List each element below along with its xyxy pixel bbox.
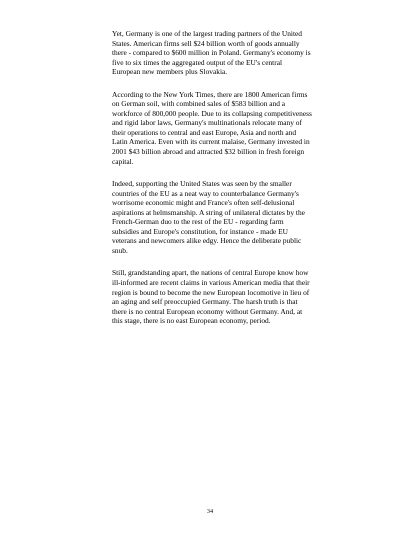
paragraph-american-firms: According to the New York Times, there are 1800 American firms on German soil, with combined sales of $583 billion and a workforce of 800,000 people. Due to its collapsing competitiveness and rigid labor laws, Germany's multinationals relocate many of their operations to central and east Europe, Asia and north and Latin America. Even with its current malaise, Germany invested in 2001 $43 billion abroad and attracted $32 billion in fresh foreign capital. xyxy=(112,89,312,166)
paragraph-counterbalance: Indeed, supporting the United States was seen by the smaller countries of the EU as a neat way to counterbalance Germany's worrisome economic might and France's often self-delusional aspirations at helmsmanship. A string of unilateral dictates by the French-German duo to the rest of the EU - regarding farm subsidies and Europe's constitution, for instance - made EU veterans and newcomers alike edgy. Hence the deliberate public snub. xyxy=(112,179,305,255)
paragraph-trading-partners: Yet, Germany is one of the largest trading partners of the United States. American firms sell $24 billion worth of goods annually there - compared to $600 million in Poland. Germany's economy is five to six times the aggregated output of the EU's central European new members plus Slovakia. xyxy=(112,29,311,77)
paragraph-central-europe: Still, grandstanding apart, the nations of central Europe know how ill-informed are recent claims in various American media that their region is bound to become the new European locomotive in lieu of an aging and self preoccupied Germany. The harsh truth is that there is no central European economy without Germany. And, at this stage, there is no east European economy, period. xyxy=(112,268,310,326)
page-number: 34 xyxy=(206,508,214,515)
text-column xyxy=(112,29,312,339)
